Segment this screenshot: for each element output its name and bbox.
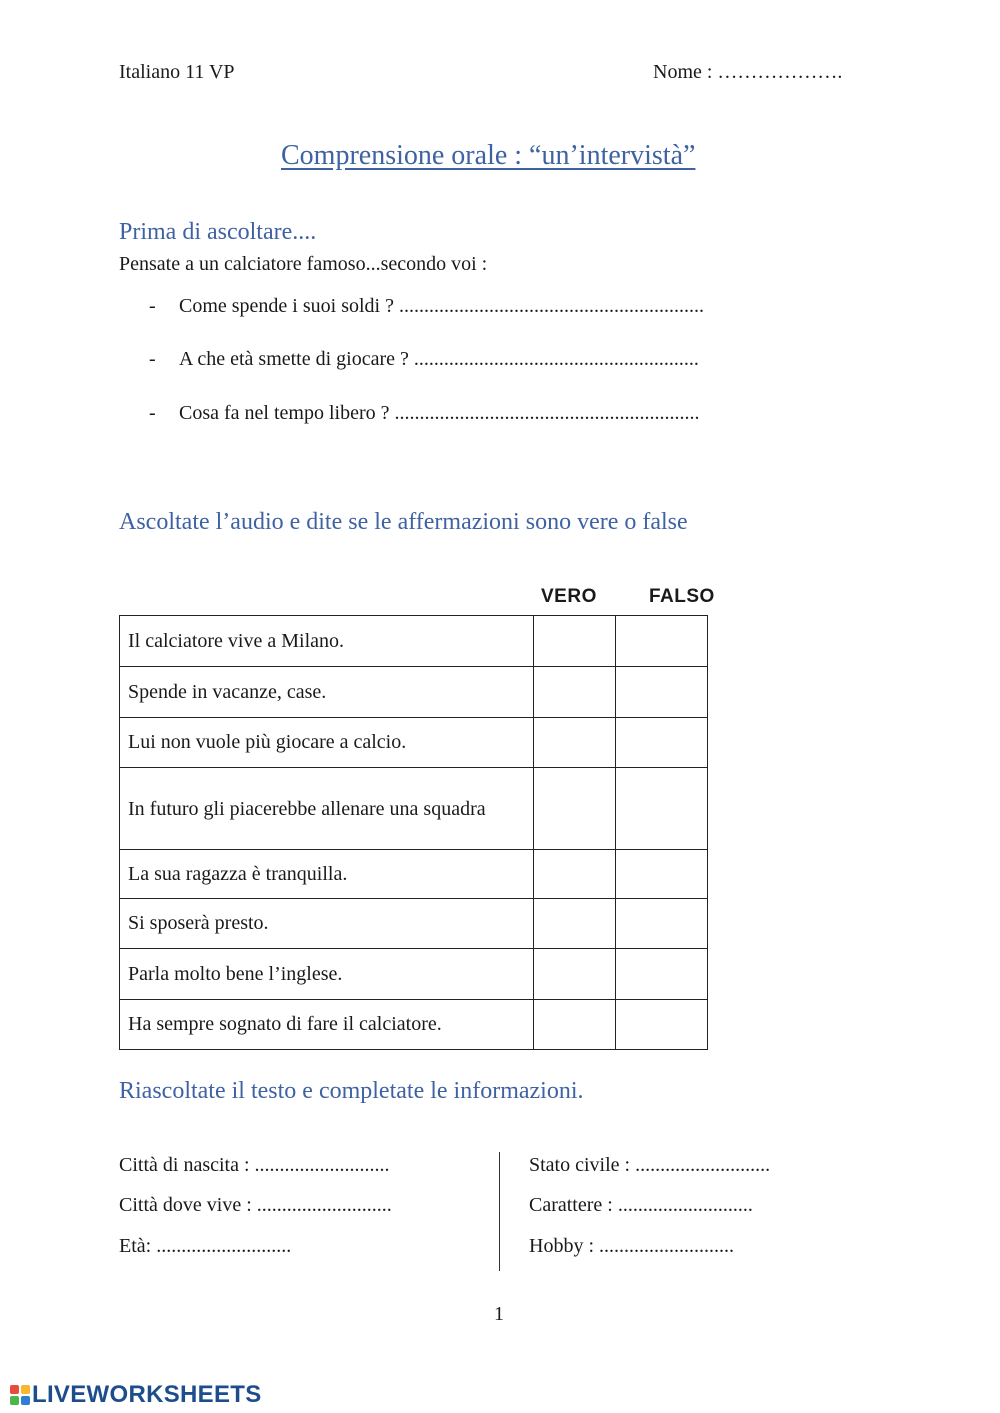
false-checkbox-cell[interactable] — [616, 718, 708, 768]
table-row — [120, 850, 708, 899]
column-divider — [499, 1152, 500, 1271]
statement-cell: In futuro gli piacerebbe allenare una squadra — [120, 768, 534, 850]
true-checkbox-cell[interactable] — [534, 718, 616, 768]
section-heading-before-listening: Prima di ascoltare.... — [119, 219, 317, 245]
brand-name: LIVEWORKSHEETS — [32, 1381, 262, 1408]
liveworksheets-logo — [10, 1381, 262, 1409]
false-checkbox-cell[interactable] — [616, 850, 708, 899]
true-checkbox-cell[interactable] — [534, 616, 616, 667]
table-row — [120, 616, 708, 667]
info-age: Età: ........................... — [119, 1235, 292, 1257]
true-checkbox-cell[interactable] — [534, 667, 616, 718]
section-intro: Pensate a un calciatore famoso...secondo voi : — [119, 253, 488, 275]
column-header-true: VERO — [541, 586, 597, 607]
bullet-dash: - — [149, 348, 156, 370]
statement-cell: Si sposerà presto. — [120, 899, 534, 949]
name-field-label: Nome : ………………. — [653, 61, 843, 83]
false-checkbox-cell[interactable] — [616, 899, 708, 949]
true-checkbox-cell[interactable] — [534, 899, 616, 949]
true-checkbox-cell[interactable] — [534, 1000, 616, 1050]
false-checkbox-cell[interactable] — [616, 768, 708, 850]
info-current-city: Città dove vive : ........................... — [119, 1194, 392, 1216]
table-row — [120, 899, 708, 949]
table-row — [120, 949, 708, 1000]
page-title: Comprensione orale : “un’intervistà” — [281, 140, 696, 171]
question-free-time: Cosa fa nel tempo libero ? ............................................................. — [179, 402, 700, 424]
bullet-dash: - — [149, 402, 156, 424]
table-row — [120, 1000, 708, 1050]
bullet-dash: - — [149, 295, 156, 317]
question-spend: Come spende i suoi soldi ? ............................................................. — [179, 295, 704, 317]
false-checkbox-cell[interactable] — [616, 949, 708, 1000]
false-checkbox-cell[interactable] — [616, 1000, 708, 1050]
statement-cell: Parla molto bene l’inglese. — [120, 949, 534, 1000]
true-false-table — [119, 615, 708, 1050]
liveworksheets-logo-icon — [10, 1385, 30, 1405]
statement-cell: Ha sempre sognato di fare il calciatore. — [120, 1000, 534, 1050]
table-row — [120, 667, 708, 718]
table-row — [120, 718, 708, 768]
table-row — [120, 768, 708, 850]
true-checkbox-cell[interactable] — [534, 949, 616, 1000]
statement-cell: Lui non vuole più giocare a calcio. — [120, 718, 534, 768]
question-retire-age: A che età smette di giocare ? ......................................................... — [179, 348, 699, 370]
statement-cell: La sua ragazza è tranquilla. — [120, 850, 534, 899]
section-heading-true-false: Ascoltate l’audio e dite se le affermazioni sono vere o false — [119, 509, 688, 535]
info-character: Carattere : ........................... — [529, 1194, 753, 1216]
info-birth-city: Città di nascita : ........................... — [119, 1154, 390, 1176]
true-checkbox-cell[interactable] — [534, 850, 616, 899]
statement-cell: Il calciatore vive a Milano. — [120, 616, 534, 667]
column-header-false: FALSO — [649, 586, 715, 607]
true-checkbox-cell[interactable] — [534, 768, 616, 850]
statement-cell: Spende in vacanze, case. — [120, 667, 534, 718]
section-heading-complete-info: Riascoltate il testo e completate le informazioni. — [119, 1078, 584, 1104]
course-label: Italiano 11 VP — [119, 61, 235, 83]
false-checkbox-cell[interactable] — [616, 667, 708, 718]
info-marital-status: Stato civile : ........................... — [529, 1154, 771, 1176]
info-hobby: Hobby : ........................... — [529, 1235, 734, 1257]
false-checkbox-cell[interactable] — [616, 616, 708, 667]
page-number: 1 — [494, 1303, 504, 1325]
